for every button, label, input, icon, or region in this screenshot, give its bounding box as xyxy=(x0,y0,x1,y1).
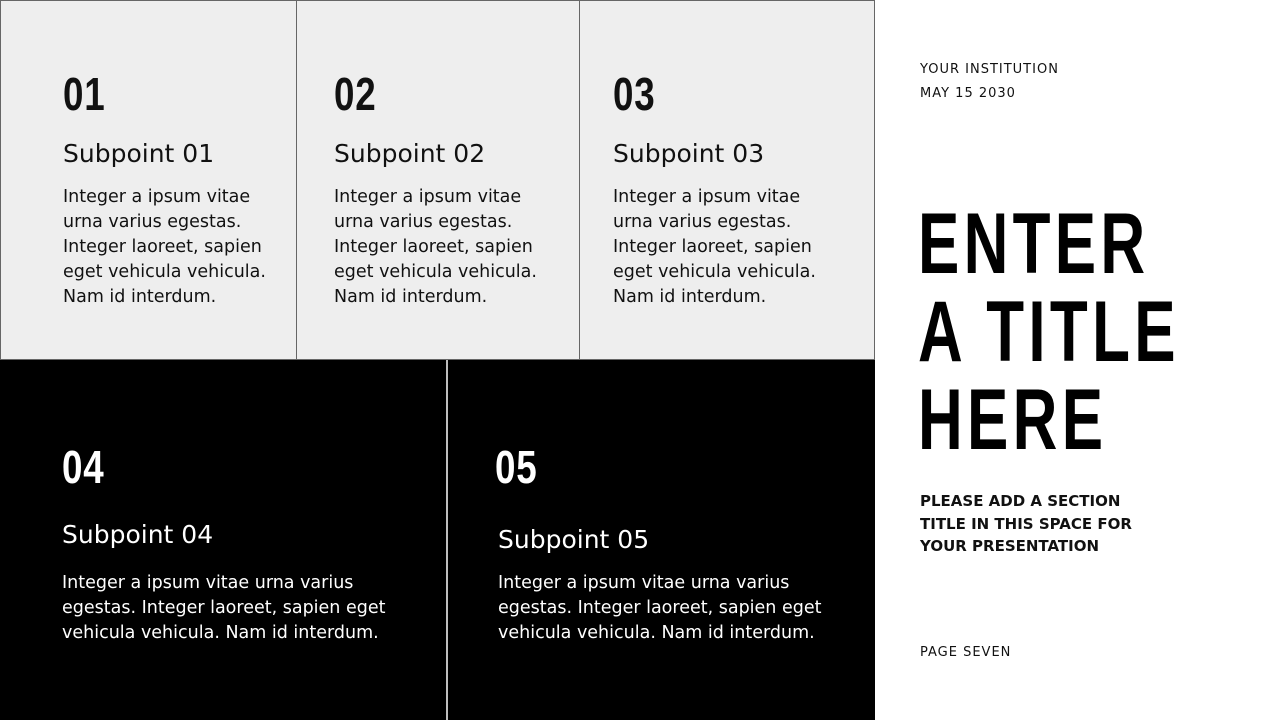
subpoint-card-01 xyxy=(0,0,297,360)
subpoint-title: Subpoint 04 xyxy=(62,520,214,549)
subpoint-number: 04 xyxy=(62,441,105,493)
subpoint-number: 03 xyxy=(613,68,656,120)
subpoint-card-03 xyxy=(579,0,875,360)
subpoint-body: Integer a ipsum vitae urna varius egestas. Integer laoreet, sapien eget vehicula vehicula. Nam id interdum. xyxy=(613,187,816,307)
slide-title xyxy=(918,196,1180,468)
subpoint-card-02 xyxy=(296,0,581,360)
title-line-1: ENTER xyxy=(918,196,1150,292)
institution-label: YOUR INSTITUTION xyxy=(920,62,1059,77)
subpoint-number: 01 xyxy=(63,68,106,120)
date-label: MAY 15 2030 xyxy=(920,86,1016,101)
subpoint-card-04 xyxy=(0,360,446,720)
subpoint-title: Subpoint 02 xyxy=(334,139,486,168)
title-line-3: HERE xyxy=(918,372,1108,468)
subpoint-number: 02 xyxy=(334,68,377,120)
subpoint-number: 05 xyxy=(495,441,538,493)
subpoint-card-05 xyxy=(448,360,875,720)
subpoint-body: Integer a ipsum vitae urna varius egestas. Integer laoreet, sapien eget vehicula vehicula. Nam id interdum. xyxy=(62,573,386,643)
subpoint-title: Subpoint 05 xyxy=(498,525,650,554)
page-label: PAGE SEVEN xyxy=(920,645,1012,660)
subpoint-body: Integer a ipsum vitae urna varius egestas. Integer laoreet, sapien eget vehicula vehicula. Nam id interdum. xyxy=(498,573,822,643)
subpoint-title: Subpoint 03 xyxy=(613,139,765,168)
subpoint-body: Integer a ipsum vitae urna varius egestas. Integer laoreet, sapien eget vehicula vehicula. Nam id interdum. xyxy=(334,187,537,307)
title-line-2: A TITLE xyxy=(918,284,1180,380)
subpoint-title: Subpoint 01 xyxy=(63,139,215,168)
subpoint-body: Integer a ipsum vitae urna varius egestas. Integer laoreet, sapien eget vehicula vehicula. Nam id interdum. xyxy=(63,187,266,307)
section-title: PLEASE ADD A SECTION TITLE IN THIS SPACE FOR YOUR PRESENTATION xyxy=(920,492,1132,555)
